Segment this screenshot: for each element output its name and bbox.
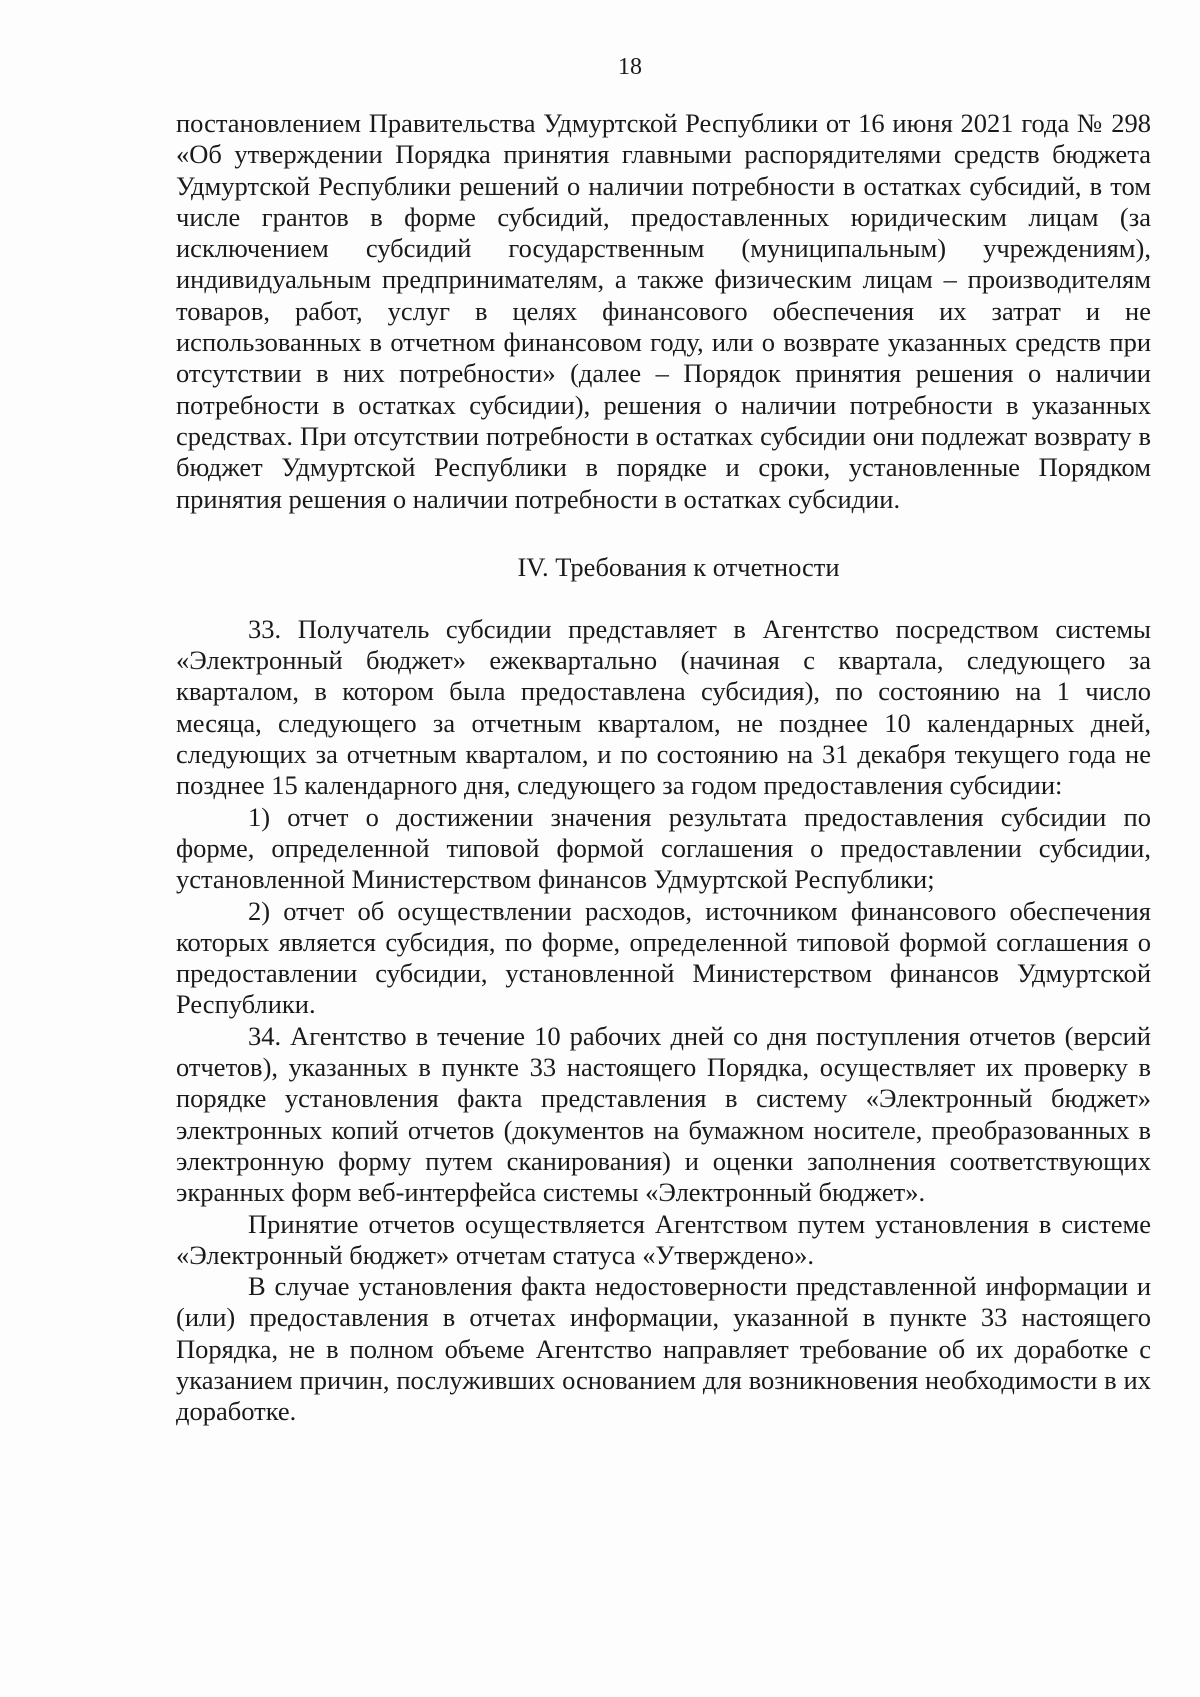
paragraph-34: 34. Агентство в течение 10 рабочих дней со дня поступления отчетов (версий отчетов), указанных в пункте 33 настоящего Порядка, осуществляет их проверку в порядке установления факта представления в систему «Электронный бюджет» электронных копий отчетов (документов на бумажном носителе, преобразованных в электронную форму путем сканирования) и оценки заполнения соответствующих экранных форм веб-интерфейса системы «Электронный бюджет». xyxy=(176,1020,1151,1208)
document-body xyxy=(176,108,1151,1428)
paragraph-33: 33. Получатель субсидии представляет в Агентство посредством системы «Электронный бюджет» ежеквартально (начиная с квартала, следующего за кварталом, в котором была предоставлена субсидия), по состоянию на 1 число месяца, следующего за отчетным кварталом, не позднее 10 календарных дней, следующих за отчетным кварталом, и по состоянию на 31 декабря текущего года не позднее 15 календарного дня, следующего за годом предоставления субсидии: xyxy=(176,613,1151,801)
page-number: 18 xyxy=(618,54,642,80)
list-item-2: 2) отчет об осуществлении расходов, источником финансового обеспечения которых является субсидия, по форме, определенной типовой формой соглашения о предоставлении субсидии, установленной Министерством финансов Удмуртской Республики. xyxy=(176,895,1151,1020)
section-heading: IV. Требования к отчетности xyxy=(517,551,840,582)
paragraph-unreliable-info: В случае установления факта недостоверности представленной информации и (или) предоставления в отчетах информации, указанной в пункте 33 настоящего Порядка, не в полном объеме Агентство направляет требование об их доработке с указанием причин, послуживших основанием для возникновения необходимости в их доработке. xyxy=(176,1271,1151,1427)
paragraph-acceptance: Принятие отчетов осуществляется Агентством путем установления в системе «Электронный бюджет» отчетам статуса «Утверждено». xyxy=(176,1208,1151,1270)
list-item-1: 1) отчет о достижении значения результата предоставления субсидии по форме, определенной типовой формой соглашения о предоставлении субсидии, установленной Министерством финансов Удмуртской Республики; xyxy=(176,801,1151,895)
intro-paragraph: постановлением Правительства Удмуртской Республики от 16 июня 2021 года № 298 «Об утверждении Порядка принятия главными распорядителями средств бюджета Удмуртской Республики решений о наличии потребности в остатках субсидий, в том числе грантов в форме субсидий, предоставленных юридическим лицам (за исключением субсидий государственным (муниципальным) учреждениям), индивидуальным предпринимателям, а также физическим лицам – производителям товаров, работ, услуг в целях финансового обеспечения их затрат и не использованных в отчетном финансовом году, или о возврате указанных средств при отсутствии в них потребности» (далее – Порядок принятия решения о наличии потребности в остатках субсидии), решения о наличии потребности в указанных средствах. При отсутствии потребности в остатках субсидии они подлежат возврату в бюджет Удмуртской Республики в порядке и сроки, установленные Порядком принятия решения о наличии потребности в остатках субсидии. xyxy=(176,108,1151,514)
